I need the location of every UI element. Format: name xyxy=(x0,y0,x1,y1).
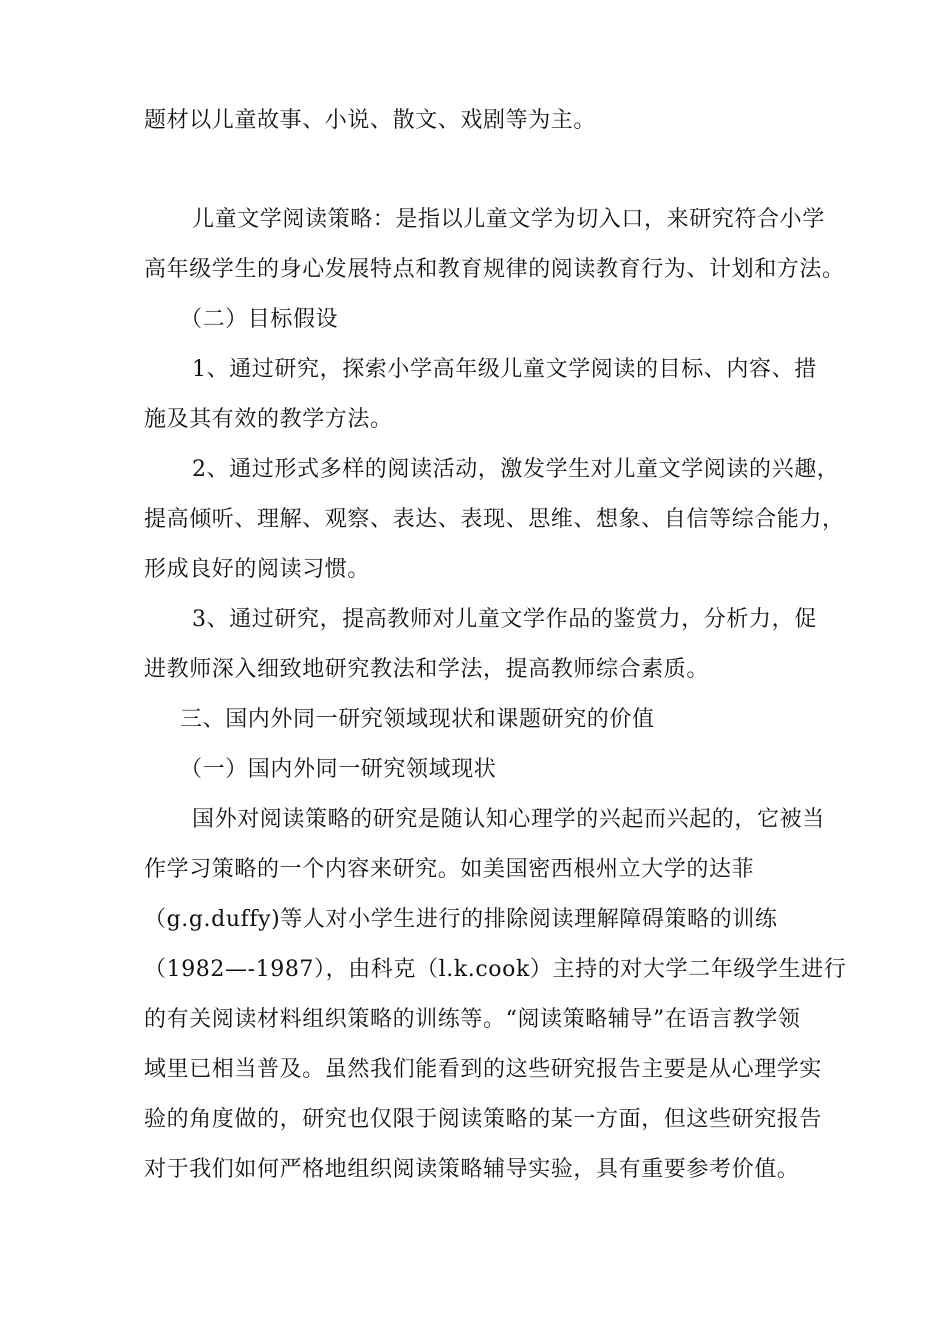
text-line: 作学习策略的一个内容来研究。如美国密西根州立大学的达菲 xyxy=(144,857,755,882)
text-line: 3、通过研究，提高教师对儿童文学作品的鉴赏力，分析力，促 xyxy=(192,607,817,632)
text-line: 域里已相当普及。虽然我们能看到的这些研究报告主要是从心理学实 xyxy=(144,1057,823,1082)
text-line: 2、通过形式多样的阅读活动，激发学生对儿童文学阅读的兴趣， xyxy=(192,457,840,482)
section-heading: （二）目标假设 xyxy=(180,307,339,332)
section-heading: （一）国内外同一研究领域现状 xyxy=(180,757,497,782)
text-line: 题材以儿童故事、小说、散文、戏剧等为主。 xyxy=(144,108,597,133)
section-heading: 三、国内外同一研究领域现状和课题研究的价值 xyxy=(180,707,655,732)
text-line: 施及其有效的教学方法。 xyxy=(144,407,393,432)
text-line: 验的角度做的，研究也仅限于阅读策略的某一方面，但这些研究报告 xyxy=(144,1107,823,1132)
text-line: 形成良好的阅读习惯。 xyxy=(144,557,371,582)
text-line: （1982—-1987），由科克（l.k.cook）主持的对大学二年级学生进行 xyxy=(144,957,847,982)
text-line: 的有关阅读材料组织策略的训练等。“阅读策略辅导”在语言教学领 xyxy=(144,1007,801,1032)
text-line: 提高倾听、理解、观察、表达、表现、思维、想象、自信等综合能力， xyxy=(144,507,845,532)
text-line: 进教师深入细致地研究教法和学法，提高教师综合素质。 xyxy=(144,657,710,682)
text-line: 国外对阅读策略的研究是随认知心理学的兴起而兴起的，它被当 xyxy=(192,807,825,832)
text-line: 儿童文学阅读策略：是指以儿童文学为切入口，来研究符合小学 xyxy=(192,207,825,232)
text-line: 1、通过研究，探索小学高年级儿童文学阅读的目标、内容、措 xyxy=(192,357,817,382)
text-line: （g.g.duffy)等人对小学生进行的排除阅读理解障碍策略的训练 xyxy=(144,907,778,932)
text-line: 高年级学生的身心发展特点和教育规律的阅读教育行为、计划和方法。 xyxy=(144,257,845,282)
text-line: 对于我们如何严格地组织阅读策略辅导实验，具有重要参考价值。 xyxy=(144,1157,800,1182)
